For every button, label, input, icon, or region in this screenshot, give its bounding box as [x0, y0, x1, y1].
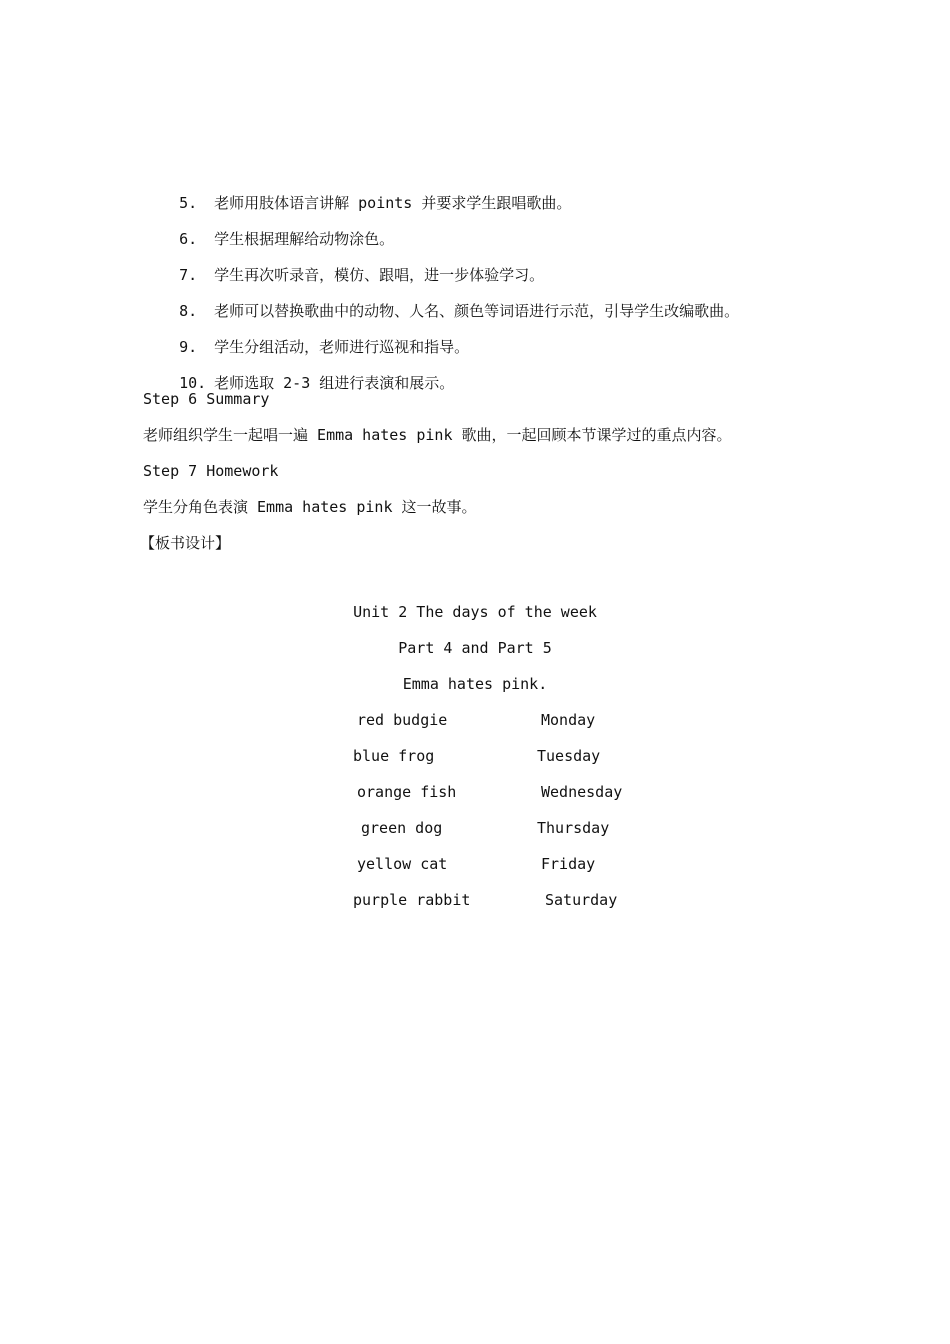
- board-day: Wednesday: [541, 783, 623, 801]
- step-text: 老师可以替换歌曲中的动物、人名、颜色等词语进行示范，引导学生改编歌曲。: [214, 302, 740, 320]
- board-day: Tuesday: [537, 747, 601, 765]
- board-animal: red budgie: [357, 711, 448, 729]
- step-text: 老师选取 2-3 组进行表演和展示。: [214, 374, 455, 392]
- board-animal: orange fish: [357, 783, 457, 801]
- board-animal: purple rabbit: [353, 891, 471, 909]
- step-number: 6.: [179, 230, 198, 248]
- step-number: 8.: [179, 302, 198, 320]
- board-day: Saturday: [545, 891, 618, 909]
- board-day: Monday: [541, 711, 596, 729]
- step6-heading: Step 6 Summary: [143, 390, 270, 408]
- board-title: Unit 2 The days of the week: [353, 603, 597, 621]
- step-text: 老师用肢体语言讲解 points 并要求学生跟唱歌曲。: [214, 194, 572, 212]
- board-animal: yellow cat: [357, 855, 448, 873]
- board-day: Thursday: [537, 819, 610, 837]
- board-design-label: 【板书设计】: [140, 534, 231, 552]
- step-number: 9.: [179, 338, 198, 356]
- step-number: 7.: [179, 266, 198, 284]
- board-animal: green dog: [361, 819, 443, 837]
- step6-text: 老师组织学生一起唱一遍 Emma hates pink 歌曲，一起回顾本节课学过的重点内容。: [143, 426, 732, 444]
- step-text: 学生根据理解给动物涂色。: [214, 230, 395, 248]
- board-animal: blue frog: [353, 747, 435, 765]
- board-subtitle: Part 4 and Part 5: [398, 639, 552, 657]
- board-story: Emma hates pink.: [402, 675, 548, 693]
- step-text: 学生分组活动，老师进行巡视和指导。: [214, 338, 470, 356]
- step-number: 5.: [179, 194, 198, 212]
- step-number: 10.: [179, 374, 207, 392]
- step7-heading: Step 7 Homework: [143, 462, 279, 480]
- step7-text: 学生分角色表演 Emma hates pink 这一故事。: [143, 498, 477, 516]
- board-day: Friday: [541, 855, 596, 873]
- step-text: 学生再次听录音，模仿、跟唱，进一步体验学习。: [214, 266, 545, 284]
